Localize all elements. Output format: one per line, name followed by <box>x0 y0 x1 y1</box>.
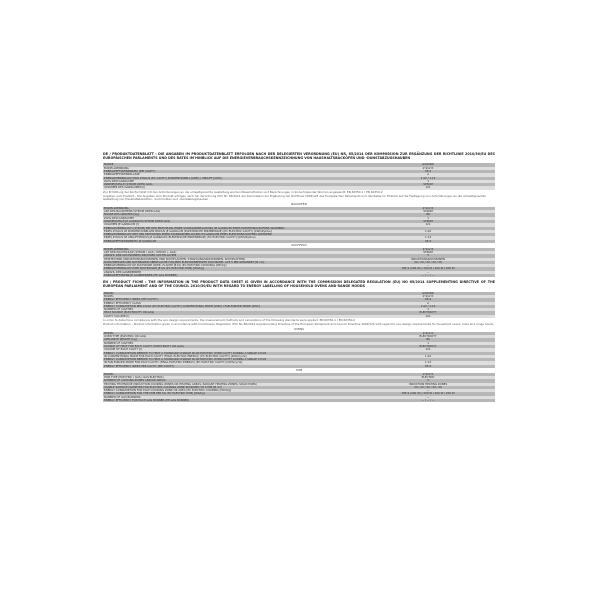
row-value: Z 912 R <box>361 332 495 335</box>
row-label: ENERGIEVERBRAUCH (STROM) BEI DER ERHITZUNG EINER STANDARDBELADUNG IM GARRAUM EINES ELEKTROBACKOFENS WÄHREND <box>103 227 361 230</box>
row-label: SOURCE OF HEAT FOR EACH CAVITY (ELECTRICITY OR GAS) <box>103 345 361 348</box>
row-value: A <box>361 302 495 305</box>
row-value: — <box>361 264 495 267</box>
row-value: 86 <box>361 338 495 341</box>
row-label: NUMBER OF CAVITIES <box>103 342 361 345</box>
row-value: — <box>361 396 495 399</box>
row-value: — <box>361 389 495 392</box>
row-value: 1 <box>361 342 495 345</box>
row-value: 1.13 <box>361 236 495 239</box>
row-value: GURAND <box>361 163 495 166</box>
row-label: ENERGIEVERBRAUCH JE KOCHZONE ODER -FLÄCHE JE KG (EC ELECTRIC COOKING) [Wh/kg] <box>103 264 361 267</box>
table-row <box>103 399 495 402</box>
row-label: HEATING TECHNIQUE (INDUCTION COOKING ZONES OR HEATING AREAS, RADIANT HEATING ZONES, SOLID HOBS) <box>103 383 361 386</box>
row-value: Z 912 R <box>361 167 495 170</box>
row-label: MODEL <box>103 295 361 298</box>
en-hob-table <box>103 373 495 403</box>
row-label: ENERGY CONSUMPTION PER CYCLE (EC ELECTRIC CAVITY) CONVENTIONAL MODE [kWh] / FAN-FORCED MODE [kWh] <box>103 305 361 308</box>
row-label: DURCHMESSER DER NUTZBAREN OBERFLÄCHE FÜR JEDE ELEKTROBEHEIZTE KOCHZONE, AUF 5 MM GERUNDET [Ø cm] <box>103 261 361 264</box>
row-value: 1.02 / 1.13 <box>361 305 495 308</box>
row-label: ENERGIEVERBRAUCH PRO ZYKLUS (EC CAVITY) KONVENTIONELL [kWh] / UMLUFT [kWh] <box>103 177 361 180</box>
row-label: CAVITY VOLUME [l] <box>103 315 361 318</box>
en-hob-section-title: HOB <box>295 367 303 372</box>
row-label: BRAND <box>103 292 361 295</box>
row-value: 86 <box>361 213 495 216</box>
row-value: — / — / — <box>361 274 495 277</box>
row-value: 185.9 (200 W) / 200 W / 200 W / 200 W <box>361 267 495 270</box>
row-label: USABLE SURFACE DIAMETER FOR ELECTRIC COOKING ZONE ROUNDED TO 5 MM [Ø cm] <box>103 386 361 389</box>
row-label: MARKE <box>103 163 361 166</box>
row-label: ART DES BACKOFENS (STROM ODER GAS) <box>103 210 361 213</box>
row-value: 121 <box>361 223 495 226</box>
row-label: WÄRMEQUELLE (STROM ODER GAS) <box>103 183 361 186</box>
row-label: ART DER KOCHMULDE (STROM / GAS / STROM + GAS) <box>103 251 361 254</box>
en-energy-label-table <box>103 292 495 318</box>
row-label: VOLUMEN JE GARRAUM [l] <box>103 223 361 226</box>
row-value: 5 <box>361 254 495 257</box>
row-label: HEAT SOURCE (ELECTRICITY OR GAS) <box>103 311 361 314</box>
row-value: STROM <box>361 210 495 213</box>
row-value: A <box>361 173 495 176</box>
row-value: Z 912 R <box>361 295 495 298</box>
row-label: ENERGIEVERBRAUCH DER KOCHMULDE JE KG (EC ELECTRIC HOB) [Wh/kg] <box>103 267 361 270</box>
row-label: ENERGY CONSUMPTION NEEDED TO HEAT A STANDARD CHARGE IN AN ELECTRIC OVEN CAVITY DURING A SINGLE CYCLE <box>103 352 361 355</box>
en-oven-table <box>103 332 495 368</box>
de-oven-section-title: BACKOFEN <box>291 201 307 206</box>
row-value: ELECTRICITY <box>361 335 495 338</box>
de-hob-table <box>103 248 495 278</box>
row-value: — <box>361 271 495 274</box>
row-label: ENERGIEEFFIZIENZ JE GASBRENNER (EE GAS BURNER) <box>103 274 361 277</box>
row-label: EINES ZYKLUS IM KONVENTIONELLEN MODUS JE GARRAUM (ELEKTRISCHE ENDENERGIE) (EC ELECTRIC CAVITY) [kWh/Zyklus] <box>103 230 361 233</box>
row-label: HEIZTECHNIK (INDUKTIONSKOCHZONEN UND KOCHFLÄCHEN, STRAHLUNGSKOCHZONEN, KOCHPLATTEN) <box>103 258 361 261</box>
row-value: 20 / 20 / 20 / 20 / 26 <box>361 261 495 264</box>
row-value: STROM <box>361 220 495 223</box>
row-label: NUMBER OF GAS BURNERS <box>103 396 361 399</box>
en-product-info-note: Product information – Product information given in accordance with Commission Regulation (EU) No 66/2014 supplementing Directive of the European Parliament and Council Directive 2009/125 with regard to eco-design requirements for household ovens, hobs and range hoods <box>103 322 494 327</box>
row-value: 1 <box>361 217 495 220</box>
row-value: 121 <box>361 186 495 189</box>
row-label: MODELLKENNUNG <box>103 207 361 210</box>
row-value: 1.02 <box>361 355 495 358</box>
row-value: Z 912 R <box>361 207 495 210</box>
row-label: MASSE DES GERÄTES [kg] <box>103 213 361 216</box>
row-value: 1 <box>361 308 495 311</box>
row-label: ENERGY CONSUMPTION FOR EACH COOKING ZONE OR AREA (EC ELECTRIC COOKING) [Wh/kg] <box>103 389 361 392</box>
row-label: OVEN TYPE (ELECTRIC OR GAS) <box>103 335 361 338</box>
row-value: 121 <box>361 315 495 318</box>
row-label: ANZAHL DER KOCHZONEN UND/ODER KOCHFLÄCHEN <box>103 254 361 257</box>
row-label: IN FAN-FORCED MODE FOR EACH CAVITY (FINAL ELECTRIC ENERGY) (EC ELECTRIC CAVITY) [kWh/cycle] <box>103 361 361 364</box>
row-label: APPLIANCE WEIGHT [kg] <box>103 338 361 341</box>
row-label: MODELLKENNUNG <box>103 248 361 251</box>
row-value: Z 912 R <box>361 373 495 376</box>
row-value: 121 <box>361 348 495 351</box>
en-standards-note: In order to determine compliance with the eco-design requirements, the measurement methods and calculations of the following standards were applied: EN 60350-1 / EN 60350-2 <box>103 318 356 323</box>
product-data-sheet <box>103 153 495 402</box>
de-product-info-note: Angaben zum Produkt – Die Angaben zum Produkt erfolgen nach der Verordnung (EU) Nr. 66/2014 der Kommission zur Ergänzung der Richtlinie 2009/125 des Europäischen Parlaments und des Rates im Hinblick auf die Festlegung von Anforderungen an die umweltgerechte Gestaltung von Haushaltsbacköfen, -kochmulden und -dunstabzugshauben <box>103 194 486 202</box>
row-value: 95.9 <box>361 298 495 301</box>
row-label: ENERGY EFFICIENCY CLASS <box>103 302 361 305</box>
row-label: ENERGY EFFICIENCY INDEX PER CAVITY (EEI CAVITY) <box>103 365 361 368</box>
row-value: 1.02 <box>361 230 495 233</box>
row-label: VOLUME OF EACH CAVITY [l] <box>103 348 361 351</box>
row-label: MODEL <box>103 373 361 376</box>
row-label: VOLUMEN DES GARRAUMES [l] <box>103 186 361 189</box>
row-label: ENERGY EFFICIENCY INDEX (EEI CAVITY) <box>103 298 361 301</box>
row-label: ZAHL DER GARRÄUME <box>103 217 361 220</box>
row-value: 95.9 <box>361 170 495 173</box>
row-value: 1.13 <box>361 361 495 364</box>
row-value: ELECTRICITY <box>361 311 495 314</box>
row-value: STROM <box>361 251 495 254</box>
en-oven-section-title: OVENS <box>293 326 305 331</box>
row-value: GURAND <box>361 292 495 295</box>
row-value: INDUKTIONSKOCHZONEN <box>361 258 495 261</box>
row-value: 95.9 <box>361 240 495 243</box>
row-label: EINES ZYKLUS IM UMLUFTMODUS JE GARRAUM (ELEKTRISCHE ENDENERGIE) (EC ELECTRIC CAVITY) [kWh/Zyklus] <box>103 236 361 239</box>
de-intro-heading: DE / PRODUKTDATENBLATT : DIE ANGABEN IM PRODUKTDATENBLATT ERFOLGEN NACH DER DELEGIERTEN VERORDNUNG (EU) NR. 65/2014 DER KOMMISSION ZUR ERGÄNZUNG DER RICHTLINIE 2010/30/EU DES EUROPÄISCHEN PARLAMENTS UND DES RATES IM HINBLICK AUF DIE ENERGIEVERBRAUCHSKENNZEICHNUNG VON HAUSHALTSBACKÖFEN UND -DUNSTABZUGSHAUBEN <box>103 152 495 160</box>
row-label: NUMBER OF COOKING ZONES AND/OR AREAS <box>103 379 361 382</box>
row-value: 185.9 (200 W) / 200 W / 200 W / 200 W <box>361 392 495 395</box>
row-value: 5 <box>361 379 495 382</box>
row-label: HOB TYPE (ELECTRIC / GAS / GAS ELECTRIC) <box>103 376 361 379</box>
row-label: IN CONVENTIONAL MODE FOR EACH CAVITY (FINAL ELECTRIC ENERGY) (EC ELECTRIC CAVITY) [kWh/cycle] <box>103 355 361 358</box>
en-intro-heading: EN / PRODUCT FICHE : THE INFORMATION IN THE PRODUCT DATA SHEET IS GIVEN IN ACCORDANCE WITH THE COMMISSION DELEGATED REGULATION (EU) NO 65/2014 SUPPLEMENTING DIRECTIVE OF THE EUROPEAN PARLIAMENT AND OF THE COUNCIL 2010/30/EU WITH REGARD TO ENERGY LABELLING OF HOUSEHOLD OVENS AND RANGE HOODS <box>103 280 495 288</box>
row-label: WÄRMEQUELLE JE GARRAUM (STROM ODER GAS) <box>103 220 361 223</box>
row-value: 20 / 20 / 20 / 20 / 26 <box>361 386 495 389</box>
row-value: ELECTRICITY <box>361 345 495 348</box>
row-label: ENERGIEEFFIZIENZINDEX (EEI CAVITY) <box>103 170 361 173</box>
row-value: 1 <box>361 180 495 183</box>
row-label: NUMBER OF CAVITIES <box>103 308 361 311</box>
row-label: ENERGIEEFFIZIENZINDEX JE GARRAUM <box>103 240 361 243</box>
row-label: MODEL <box>103 332 361 335</box>
row-label: ENERGY CONSUMPTION FOR THE HOB PER KG (EC ELECTRIC HOB) [Wh/kg] <box>103 392 361 395</box>
row-label: ENERGY CONSUMPTION NEEDED TO HEAT A STANDARD CHARGE IN AN ELECTRIC OVEN CAVITY DURING A SINGLE CYCLE <box>103 358 361 361</box>
row-value: 1.02 / 1.13 <box>361 177 495 180</box>
row-value: 95.9 <box>361 365 495 368</box>
row-value: — / — / — <box>361 399 495 402</box>
row-value: Z 912 R <box>361 248 495 251</box>
row-value: ELECTRIC <box>361 376 495 379</box>
row-label: ENERGIEVERBRAUCH BEI DER ERHITZUNG EINER STANDARDBELADUNG IM GARRAUM EINES ELEKTROBACKOFENS WÄHREND <box>103 233 361 236</box>
de-hob-section-title: KOCHFELD <box>291 242 307 247</box>
row-value: INDUCTION HEATING ZONES <box>361 383 495 386</box>
row-label: ENERGIEEFFIZIENZKLASSE <box>103 173 361 176</box>
de-standards-note: Zur Ermittlung der Konformität mit den Anforderungen an die umweltgerechte Gestaltung wurden Messmethoden und Berechnungen in Sinne folgender Normen angewandt: EN 60350-1 / EN 60350-2 <box>103 189 383 194</box>
row-label: ZAHL DER GARRÄUME <box>103 180 361 183</box>
row-label: ENERGY EFFICIENCY FOR EACH GAS BURNER (EE GAS BURNER) <box>103 399 361 402</box>
de-oven-table <box>103 207 495 243</box>
row-label: ANZAHL DER GASBRENNER <box>103 271 361 274</box>
row-value: STROM <box>361 183 495 186</box>
row-label: MODELLKENNUNG <box>103 167 361 170</box>
de-energy-label-table <box>103 163 495 189</box>
